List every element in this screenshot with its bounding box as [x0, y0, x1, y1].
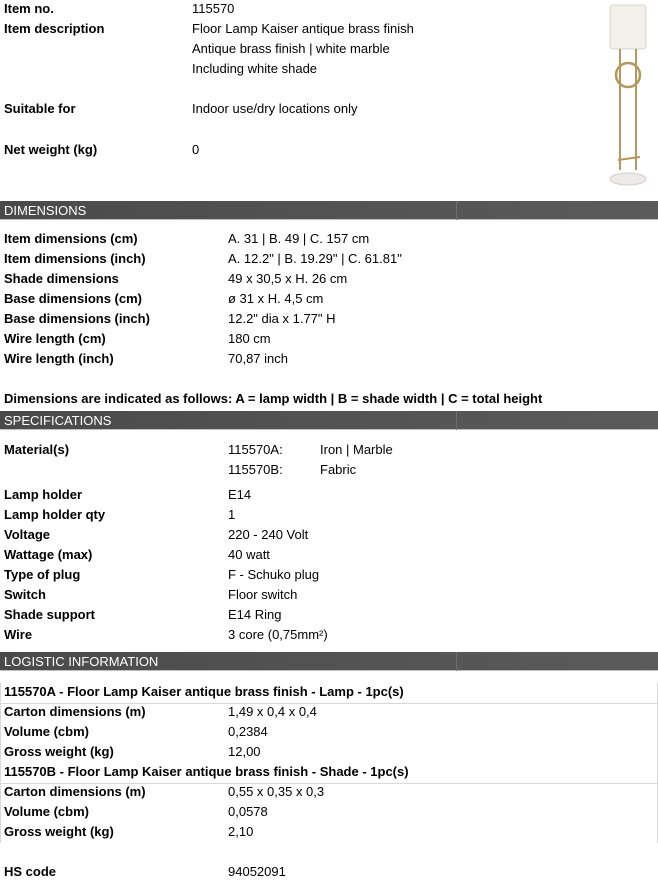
- logistic-a-row-label-2: Volume (cbm): [4, 724, 89, 739]
- dimension-row-value-7: 70,87 inch: [228, 351, 288, 366]
- item-no-value: 115570: [192, 1, 235, 16]
- materials-label: Material(s): [4, 442, 70, 457]
- item-description-line-3: Including white shade: [192, 61, 318, 76]
- logistic-a-row-value-1: 1,49 x 0,4 x 0,4: [228, 704, 317, 719]
- logistic-b-row-label-2: Volume (cbm): [4, 804, 89, 819]
- spec-row-value-4: 40 watt: [228, 547, 270, 562]
- spec-row-value-6: Floor switch: [228, 587, 298, 602]
- material-value-a: Iron | Marble: [320, 442, 393, 457]
- dimension-row-value-2: A. 12.2" | B. 19.29" | C. 61.81": [228, 251, 402, 266]
- logistic-a-row-label-1: Carton dimensions (m): [4, 704, 146, 719]
- suitable-for-value: Indoor use/dry locations only: [192, 101, 358, 116]
- logistic-b-row-value-2: 0,0578: [228, 804, 268, 819]
- dimension-row-label-3: Shade dimensions: [4, 271, 119, 286]
- material-code-b: 115570B:: [228, 462, 283, 477]
- dimension-row-value-3: 49 x 30,5 x H. 26 cm: [228, 271, 348, 286]
- suitable-for-label: Suitable for: [4, 101, 76, 116]
- hs-code-value: 94052091: [228, 864, 286, 879]
- spec-row-value-8: 3 core (0,75mm²): [228, 627, 328, 642]
- dimensions-note: Dimensions are indicated as follows: A = lamp width | B = shade width | C = total height: [4, 391, 543, 406]
- spec-row-label-8: Wire: [4, 627, 33, 642]
- spec-row-value-3: 220 - 240 Volt: [228, 527, 309, 542]
- item-description-line-2: Antique brass finish | white marble: [192, 41, 390, 56]
- spec-row-label-5: Type of plug: [4, 567, 81, 582]
- dimension-row-value-5: 12.2" dia x 1.77" H: [228, 311, 336, 326]
- net-weight-label: Net weight (kg): [4, 142, 98, 157]
- logistic-title: LOGISTIC INFORMATION: [4, 654, 159, 669]
- dimension-row-value-6: 180 cm: [228, 331, 271, 346]
- net-weight-value: 0: [192, 142, 200, 157]
- item-description-label: Item description: [4, 21, 105, 36]
- dimension-row-label-1: Item dimensions (cm): [4, 231, 138, 246]
- item-description-line-1: Floor Lamp Kaiser antique brass finish: [192, 21, 414, 36]
- spec-row-value-1: E14: [228, 487, 252, 502]
- dimensions-section-header: [0, 201, 658, 220]
- dimension-row-value-4: ø 31 x H. 4,5 cm: [228, 291, 324, 306]
- specifications-title: SPECIFICATIONS: [4, 413, 112, 428]
- logistic-a-row-label-3: Gross weight (kg): [4, 744, 114, 759]
- logistic-b-row-label-3: Gross weight (kg): [4, 824, 114, 839]
- dimension-row-label-5: Base dimensions (inch): [4, 311, 150, 326]
- dimensions-title: DIMENSIONS: [4, 203, 87, 218]
- dimension-row-label-7: Wire length (inch): [4, 351, 114, 366]
- dimension-row-value-1: A. 31 | B. 49 | C. 157 cm: [228, 231, 370, 246]
- material-value-b: Fabric: [320, 462, 357, 477]
- spec-row-value-2: 1: [228, 507, 236, 522]
- spec-row-value-7: E14 Ring: [228, 607, 282, 622]
- material-code-a: 115570A:: [228, 442, 283, 457]
- spec-row-label-6: Switch: [4, 587, 46, 602]
- spec-row-label-1: Lamp holder: [4, 487, 83, 502]
- logistic-b-row-value-3: 2,10: [228, 824, 254, 839]
- spec-row-value-5: F - Schuko plug: [228, 567, 320, 582]
- spec-row-label-2: Lamp holder qty: [4, 507, 106, 522]
- dimension-row-label-2: Item dimensions (inch): [4, 251, 146, 266]
- item-no-label: Item no.: [4, 1, 54, 16]
- spec-row-label-7: Shade support: [4, 607, 96, 622]
- logistic-b-row-label-1: Carton dimensions (m): [4, 784, 146, 799]
- specifications-section-header: [0, 411, 658, 430]
- spec-row-label-3: Voltage: [4, 527, 50, 542]
- hs-code-label: HS code: [4, 864, 57, 879]
- logistic-section-header: [0, 652, 658, 671]
- dimension-row-label-6: Wire length (cm): [4, 331, 106, 346]
- logistic-a-row-value-2: 0,2384: [228, 724, 268, 739]
- spec-row-label-4: Wattage (max): [4, 547, 93, 562]
- dimension-row-label-4: Base dimensions (cm): [4, 291, 142, 306]
- logistic-b-row-value-1: 0,55 x 0,35 x 0,3: [228, 784, 325, 799]
- logistic-group-a-heading: 115570A - Floor Lamp Kaiser antique brass finish - Lamp - 1pc(s): [4, 684, 404, 699]
- product-image: [596, 0, 652, 190]
- logistic-a-row-value-3: 12,00: [228, 744, 261, 759]
- logistic-group-b-heading: 115570B - Floor Lamp Kaiser antique brass finish - Shade - 1pc(s): [4, 764, 409, 779]
